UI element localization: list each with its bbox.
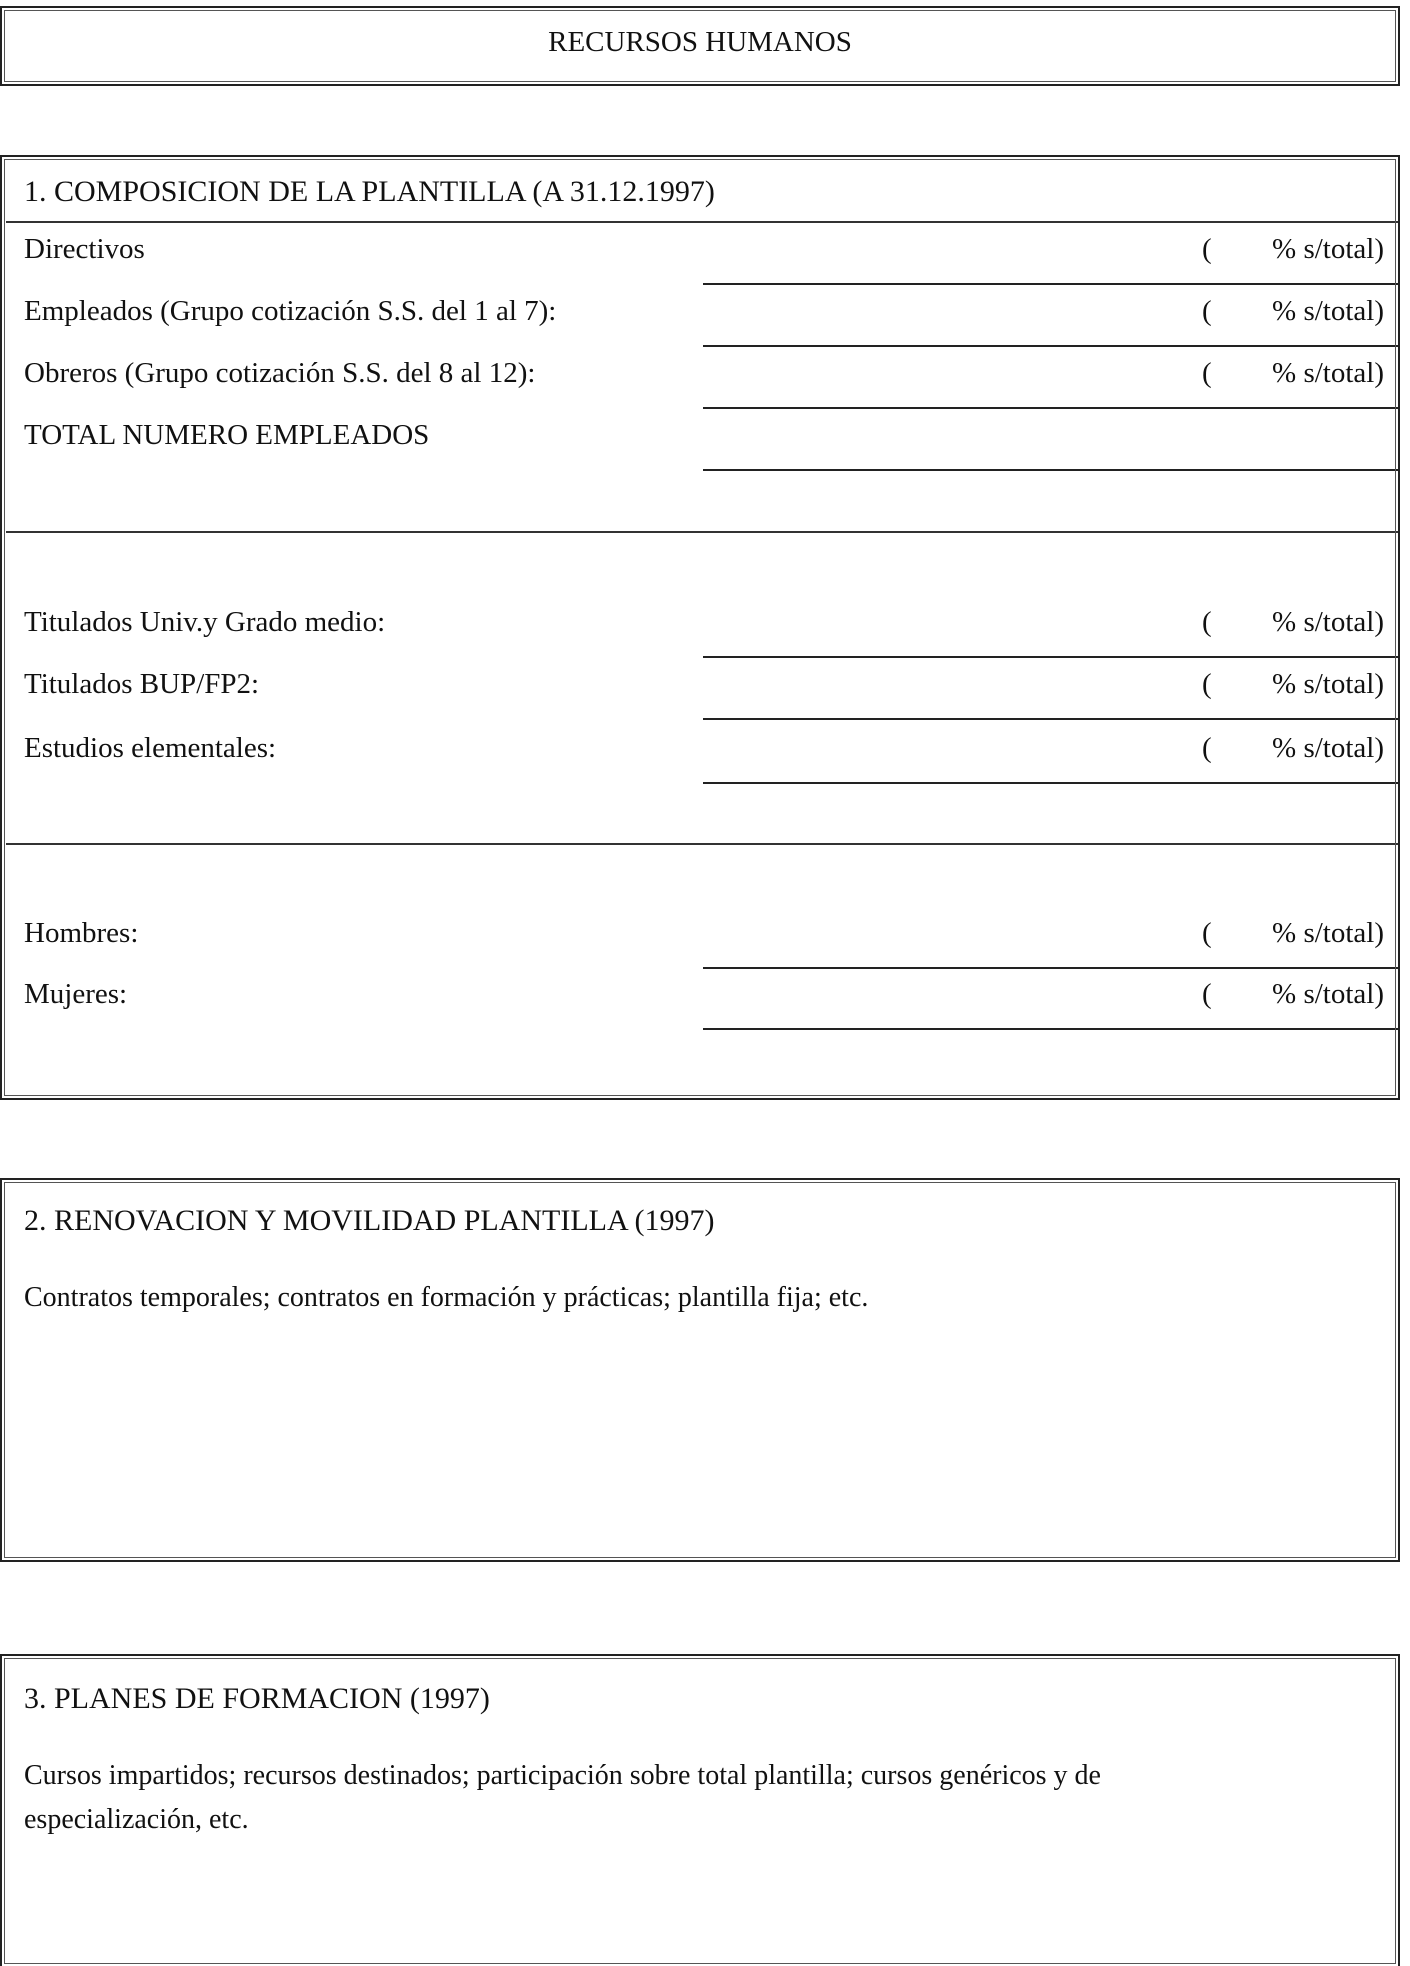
entry-line[interactable]	[703, 1028, 1398, 1030]
section2-heading: 2. RENOVACION Y MOVILIDAD PLANTILLA (1997)	[24, 1204, 715, 1237]
pct-label: % s/total)	[1272, 917, 1384, 949]
row-hombres	[2, 907, 1398, 969]
row-titulados-univ	[2, 596, 1398, 658]
row-estudios-elementales	[2, 722, 1398, 784]
row-label: Mujeres:	[24, 978, 128, 1010]
paren: (	[1202, 357, 1212, 389]
row-label: Empleados (Grupo cotización S.S. del 1 al 7):	[24, 295, 557, 327]
row-label: Directivos	[24, 233, 145, 265]
paren: (	[1202, 978, 1212, 1010]
paren: (	[1202, 295, 1212, 327]
section-formacion	[0, 1654, 1400, 1966]
row-label: Hombres:	[24, 917, 139, 949]
entry-line[interactable]	[703, 782, 1398, 784]
paren: (	[1202, 233, 1212, 265]
pct-label: % s/total)	[1272, 606, 1384, 638]
pct-label: % s/total)	[1272, 357, 1384, 389]
section3-heading: 3. PLANES DE FORMACION (1997)	[24, 1682, 490, 1715]
row-mujeres	[2, 968, 1398, 1030]
divider	[6, 843, 1398, 845]
pct-label: % s/total)	[1272, 295, 1384, 327]
section-composicion	[0, 155, 1400, 1100]
paren: (	[1202, 668, 1212, 700]
divider	[6, 531, 1398, 533]
row-label: Titulados Univ.y Grado medio:	[24, 606, 386, 638]
row-empleados	[2, 285, 1398, 347]
row-label: Titulados BUP/FP2:	[24, 668, 260, 700]
paren: (	[1202, 606, 1212, 638]
pct-label: % s/total)	[1272, 732, 1384, 764]
row-label: Estudios elementales:	[24, 732, 277, 764]
section2-text: Contratos temporales; contratos en formación y prácticas; plantilla fija; etc.	[24, 1282, 869, 1313]
entry-line[interactable]	[703, 718, 1398, 720]
section3-text: Cursos impartidos; recursos destinados; participación sobre total plantilla; cursos genéricos y de especialización, etc.	[24, 1760, 1101, 1835]
paren: (	[1202, 732, 1212, 764]
pct-label: % s/total)	[1272, 233, 1384, 265]
section-renovacion	[0, 1178, 1400, 1562]
row-label: Obreros (Grupo cotización S.S. del 8 al 12):	[24, 357, 536, 389]
pct-label: % s/total)	[1272, 668, 1384, 700]
entry-line[interactable]	[703, 469, 1398, 471]
row-titulados-bup	[2, 658, 1398, 720]
title-box	[0, 6, 1400, 86]
row-total	[2, 409, 1398, 471]
section1-heading: 1. COMPOSICION DE LA PLANTILLA (A 31.12.1997)	[24, 175, 715, 208]
row-directivos	[2, 223, 1398, 285]
row-label: TOTAL NUMERO EMPLEADOS	[24, 419, 430, 451]
row-obreros	[2, 347, 1398, 409]
paren: (	[1202, 917, 1212, 949]
page-title: RECURSOS HUMANOS	[548, 26, 852, 58]
pct-label: % s/total)	[1272, 978, 1384, 1010]
